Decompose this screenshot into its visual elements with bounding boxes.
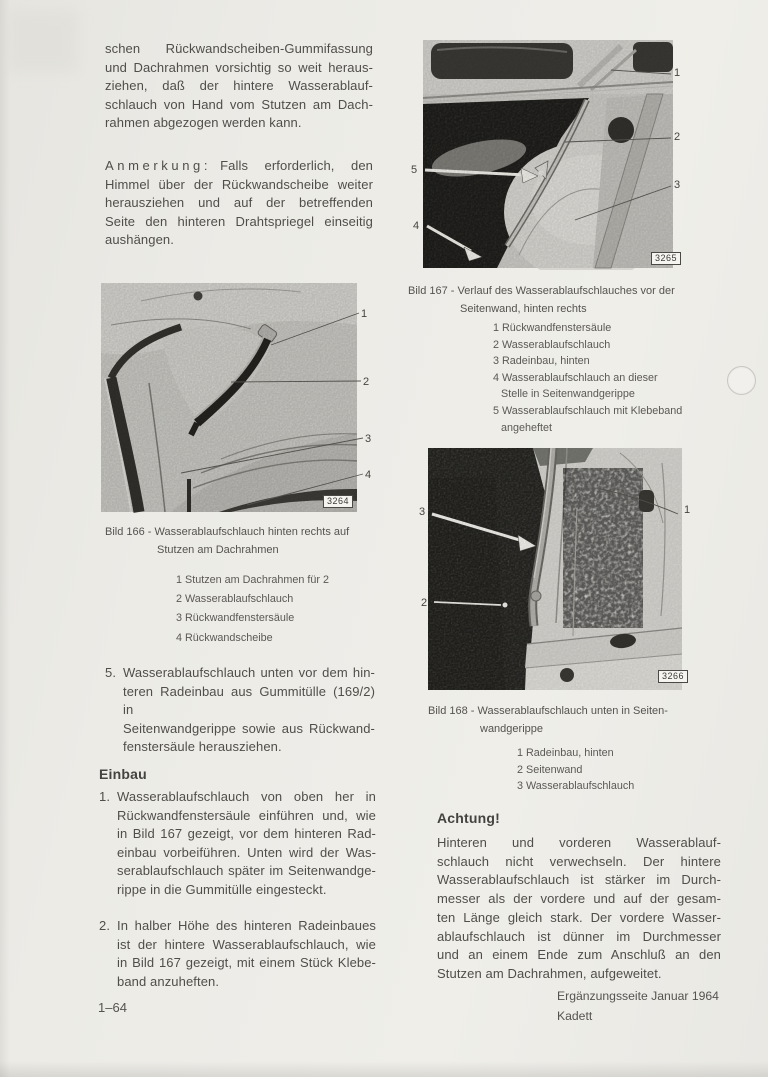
footer-edition-note [557, 986, 719, 1026]
note-paragraph [105, 157, 373, 250]
photo-number-tag: 3264 [323, 495, 353, 508]
einbau-step-2-text: In halber Höhe des hinteren Radeinbaues ist der hintere Wasserablaufschlauch, wie in Bild 167 gezeigt, mit einem Stück Klebe- band anzuheften. [117, 918, 376, 989]
figure-166-caption: Bild 166 - Wasserablaufschlauch hinten rechts auf Stutzen am Dachrahmen [105, 526, 350, 556]
callout-1: 1 [674, 67, 681, 79]
callout-4: 4 [413, 220, 420, 232]
note-first-rest: Falls erforderlich, den [220, 158, 373, 173]
callout-2: 2 [674, 131, 681, 143]
page-edge-shadow [0, 0, 10, 1077]
step-number: 2. [99, 918, 111, 933]
scan-smudge [8, 10, 78, 72]
footer-edition-line: Ergänzungsseite Januar 1964 [557, 989, 719, 1003]
paragraph-continuation: schen Rückwandscheiben-Gummifassung und Dachrahmen vorsichtig so weit heraus- ziehen, daß der hintere Wasserablauf- schlauch von Hand vom Stutzen am Dach- rahmen abgezogen werden kann. [105, 41, 373, 131]
figure-168-caption: Bild 168 - Wasserablaufschlauch unten in Seiten- wandgerippe [428, 705, 668, 735]
photo-number-tag: 3266 [658, 670, 688, 683]
footer-model-line: Kadett [557, 1009, 593, 1023]
note-lines: Himmel über der Rückwandscheibe weiter herausziehen und auf der betreffenden Seite den hinteren Drahtspriegel einseitig aushängen. [105, 176, 373, 248]
callout-4: 4 [365, 469, 372, 481]
einbau-heading: Einbau [99, 766, 147, 782]
step-number: 5. [105, 665, 117, 680]
einbau-step-2 [99, 917, 376, 991]
note-first-line [105, 157, 373, 176]
step-5 [105, 664, 375, 757]
figure-167-legend: 1 Rückwandfenstersäule 2 Wasserablaufschlauch 3 Radeinbau, hinten 4 Wasserablaufschlauch an dieser Stelle in Seitenwandgerippe 5 Wasserablaufschlauch mit Klebeband angeheftet [493, 322, 683, 434]
callout-2: 2 [363, 376, 370, 388]
figure-166 [101, 283, 377, 513]
callout-1: 1 [684, 504, 691, 516]
callout-2: 2 [421, 597, 428, 609]
step-number: 1. [99, 789, 111, 804]
figure-167-caption: Bild 167 - Verlauf des Wasserablaufschlauches vor der Seitenwand, hinten rechts [408, 285, 675, 315]
figure-168-legend: 1 Radeinbau, hinten 2 Seitenwand 3 Wasserablaufschlauch [517, 747, 635, 793]
figure-167-photo [411, 40, 687, 270]
achtung-paragraph: Hinteren und vorderen Wasserablauf- schlauch nicht verwechseln. Der hintere Wasserablaufschlauch ist stärker im Durch- messer als der vordere und auf der gesam- ten Länge gleich stark. Der vordere Wasser- ablaufschlauch ist dünner im Durchmesser und an einem Ende zum Anschluß an den Stutzen am Dachrahmen, aufgeweitet. [437, 835, 721, 981]
photo-number-tag: 3265 [651, 252, 681, 265]
note-label: Anmerkung: [105, 158, 212, 173]
callout-5: 5 [411, 164, 418, 176]
figure-166-photo [101, 283, 377, 513]
step-5-text: Wasserablaufschlauch unten vor dem hin- teren Radeinbau aus Gummitülle (169/2) in Seitenwandgerippe sowie aus Rückwand- fenstersäule herausziehen. [123, 665, 375, 755]
callout-3: 3 [419, 506, 426, 518]
figure-168-photo [415, 448, 695, 691]
figure-167 [411, 40, 687, 270]
einbau-step-1-text: Wasserablaufschlauch von oben her in Rückwandfenstersäule einführen und, wie in Bild 167 gezeigt, vor dem hinteren Rad- einbau vorbeiführen. Unten wird der Was- serablaufschlauch später im Seitenwandge- rippe in die Gummitülle eingesteckt. [117, 789, 376, 897]
callout-3: 3 [365, 433, 372, 445]
page-number: 1–64 [98, 1000, 127, 1015]
achtung-heading: Achtung! [437, 810, 501, 826]
callout-3: 3 [674, 179, 681, 191]
figure-168 [415, 448, 695, 691]
figure-166-legend: 1 Stutzen am Dachrahmen für 2 2 Wasserablaufschlauch 3 Rückwandfenstersäule 4 Rückwandscheibe [176, 574, 330, 644]
callout-1: 1 [361, 308, 368, 320]
einbau-step-1 [99, 788, 376, 900]
punch-hole [727, 366, 756, 395]
